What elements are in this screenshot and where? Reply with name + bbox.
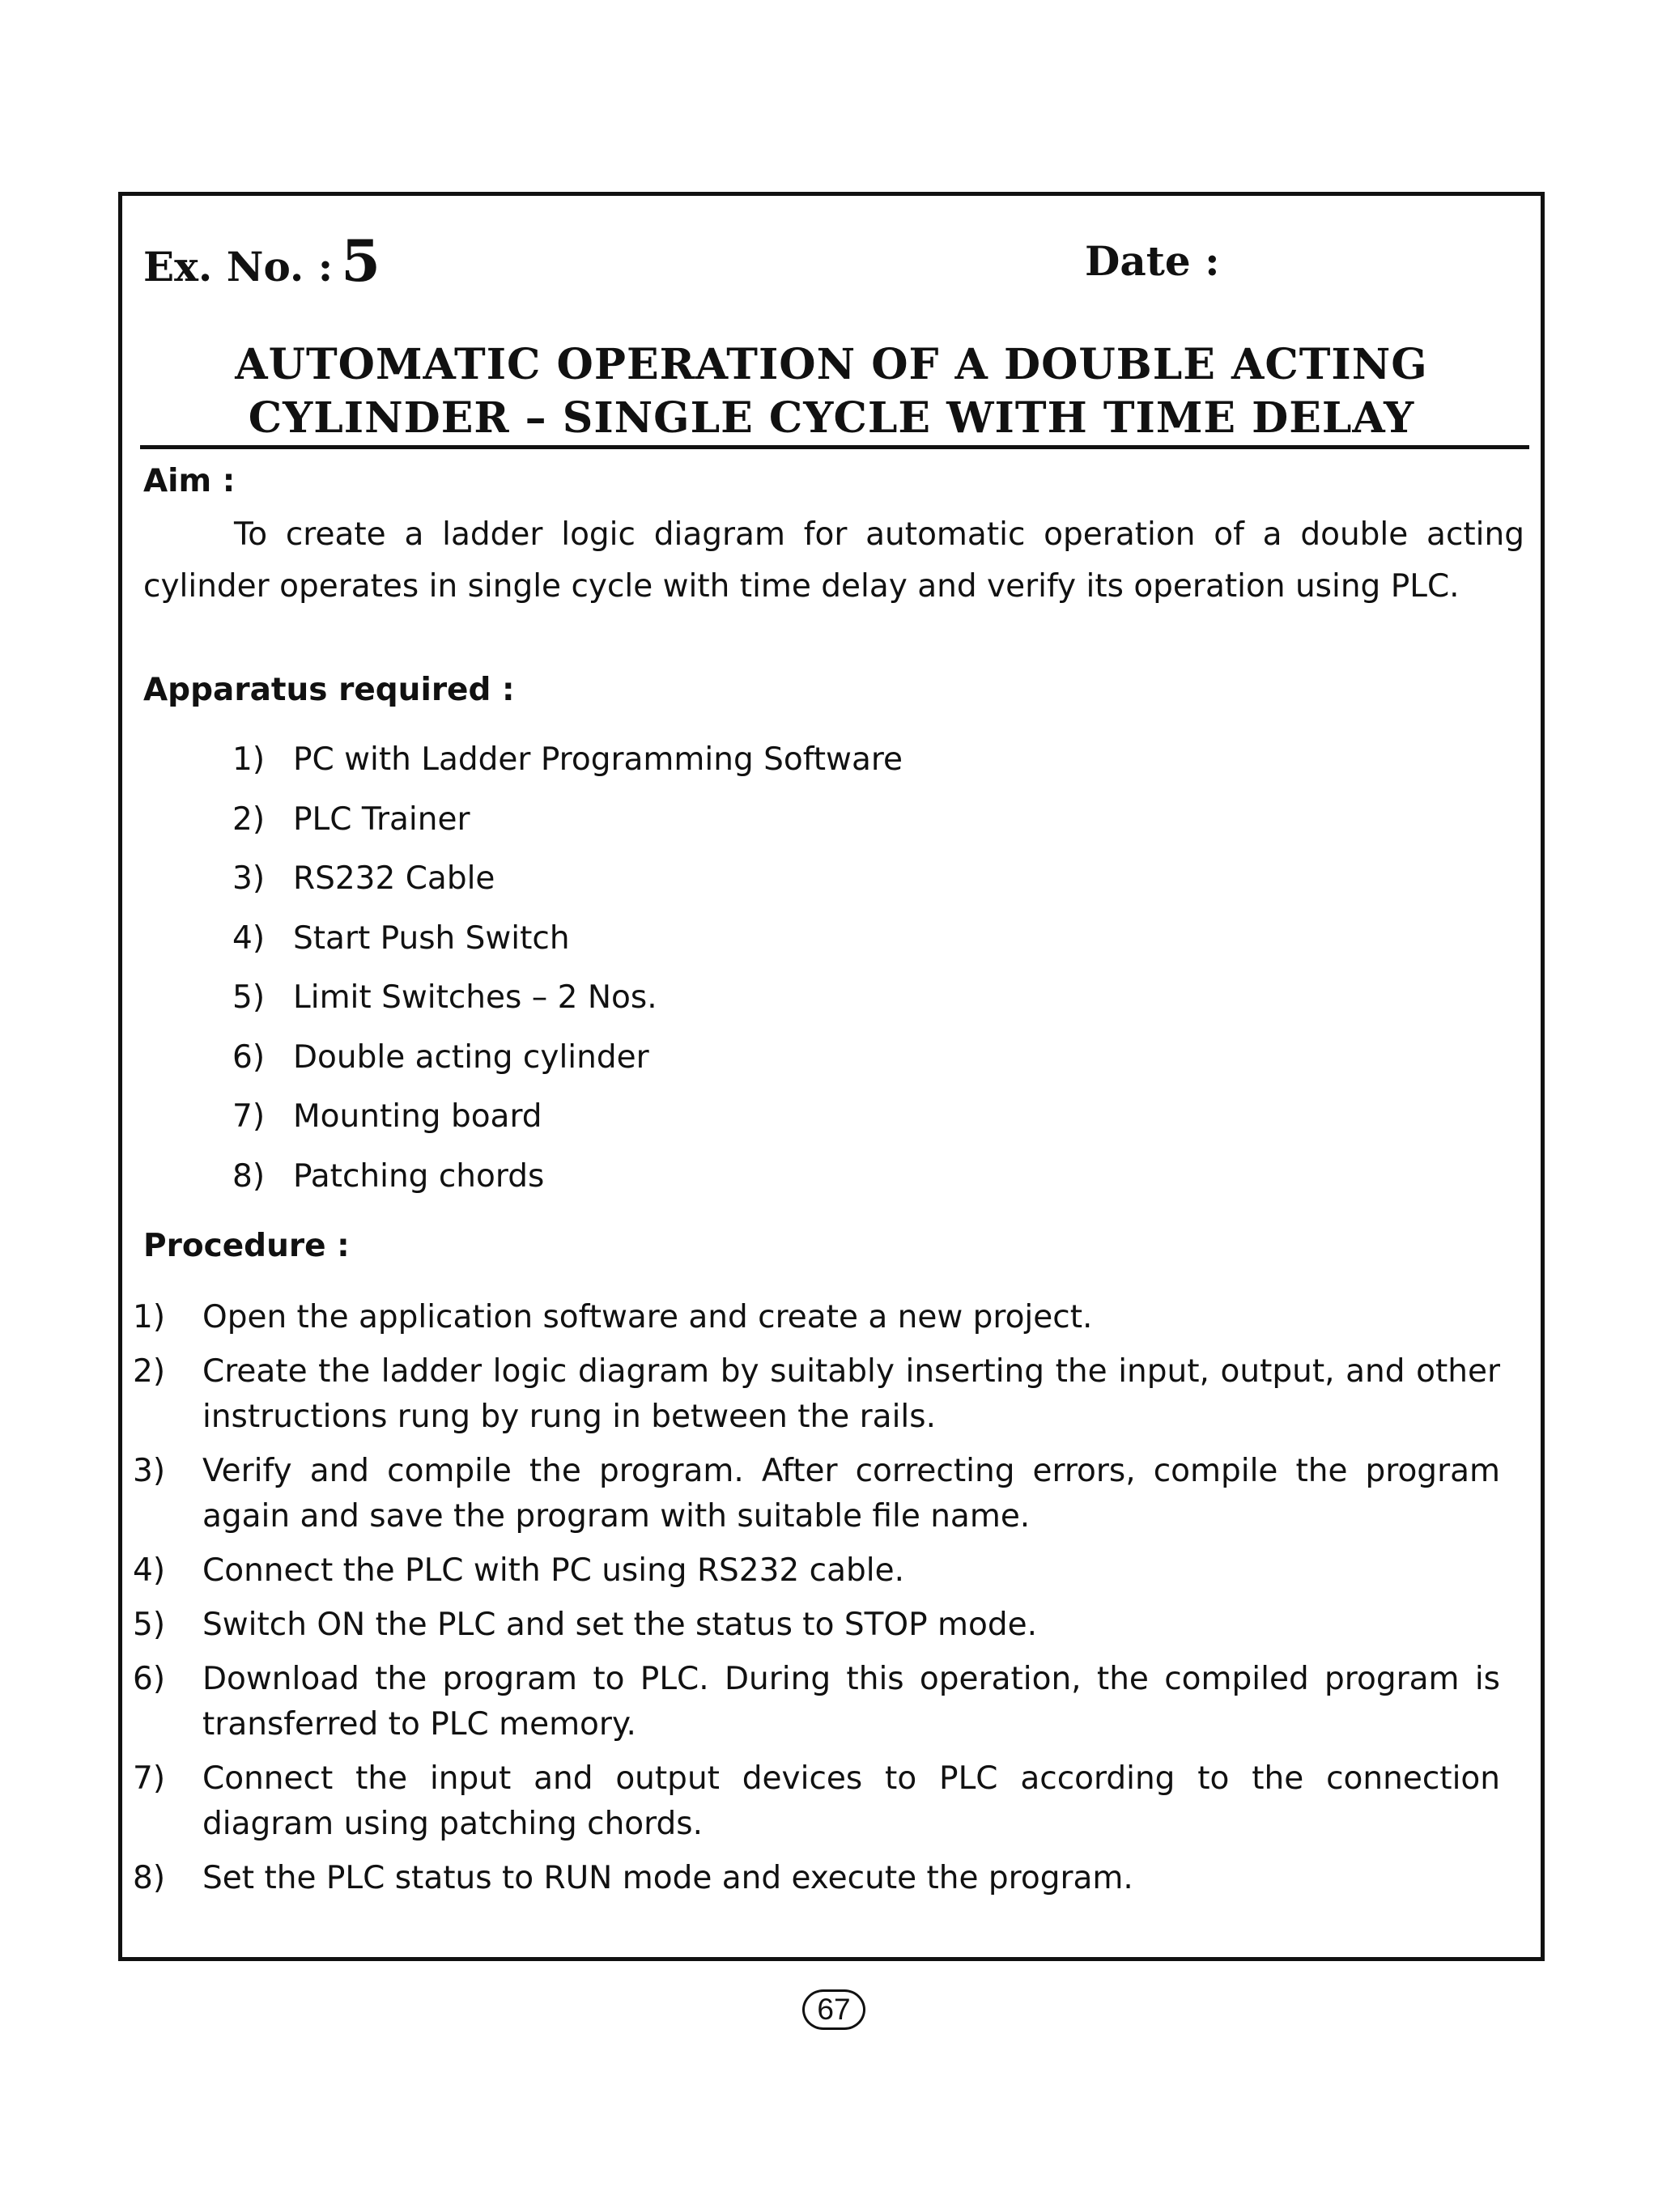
procedure-list: [133, 1295, 1500, 1910]
step-text: Set the PLC status to RUN mode and execute the program.: [202, 1860, 1133, 1896]
step-number: 7): [133, 1760, 166, 1797]
step-number: 4): [133, 1552, 166, 1589]
list-item-text: Double acting cylinder: [293, 1038, 649, 1076]
procedure-step: [133, 1449, 1500, 1539]
title-divider: [140, 445, 1529, 449]
step-text: Open the application software and create a new project.: [202, 1299, 1093, 1335]
step-text: Download the program to PLC. During this operation, the compiled program is transferred to PLC memory.: [202, 1661, 1500, 1743]
procedure-step: [133, 1657, 1500, 1747]
step-text: Connect the PLC with PC using RS232 cable.: [202, 1552, 904, 1589]
experiment-number: [143, 225, 380, 304]
list-item-number: 8): [232, 1157, 266, 1195]
step-text: Switch ON the PLC and set the status to STOP mode.: [202, 1607, 1038, 1643]
list-item-number: 5): [232, 979, 266, 1016]
list-item-text: PC with Ladder Programming Software: [293, 741, 903, 778]
list-item-text: Start Push Switch: [293, 919, 570, 957]
title-line-2: CYLINDER – SINGLE CYCLE WITH TIME DELAY: [248, 393, 1415, 443]
procedure-heading: Procedure :: [143, 1228, 350, 1264]
procedure-step: [133, 1856, 1500, 1901]
list-item: [232, 1087, 903, 1147]
apparatus-list: [232, 730, 903, 1206]
list-item-text: RS232 Cable: [293, 860, 495, 897]
page-title: [134, 338, 1529, 445]
step-text: Connect the input and output devices to PLC according to the connection diagram using patching chords.: [202, 1760, 1500, 1842]
step-text: Create the ladder logic diagram by suitably inserting the input, output, and other instructions rung by rung in between the rails.: [202, 1353, 1500, 1435]
list-item-text: Mounting board: [293, 1098, 542, 1135]
list-item: [232, 909, 903, 969]
procedure-step: [133, 1603, 1500, 1648]
aim-text: To create a ladder logic diagram for automatic operation of a double acting cylinder operates in single cycle with time delay and verify its operation using PLC.: [143, 516, 1524, 605]
list-item: [232, 849, 903, 909]
step-text: Verify and compile the program. After correcting errors, compile the program again and save the program with suitable file name.: [202, 1453, 1500, 1535]
step-number: 3): [133, 1453, 166, 1489]
list-item-number: 6): [232, 1038, 266, 1076]
list-item-text: Patching chords: [293, 1157, 545, 1195]
procedure-step: [133, 1295, 1500, 1340]
title-line-1: AUTOMATIC OPERATION OF A DOUBLE ACTING: [235, 340, 1428, 389]
aim-heading: Aim :: [143, 463, 236, 499]
step-number: 5): [133, 1607, 166, 1643]
list-item: [232, 1028, 903, 1088]
list-item-number: 1): [232, 741, 266, 778]
list-item-text: Limit Switches – 2 Nos.: [293, 979, 657, 1016]
list-item-text: PLC Trainer: [293, 800, 470, 838]
list-item: [232, 730, 903, 790]
list-item: [232, 968, 903, 1028]
step-number: 8): [133, 1860, 166, 1896]
header-row: [143, 225, 1520, 298]
list-item-number: 3): [232, 860, 266, 897]
list-item: [232, 790, 903, 850]
procedure-step: [133, 1548, 1500, 1594]
experiment-number-label: Ex. No. :: [143, 243, 334, 291]
experiment-frame: [118, 192, 1545, 1961]
experiment-number-value: 5: [341, 227, 380, 295]
list-item-number: 2): [232, 800, 266, 838]
procedure-step: [133, 1349, 1500, 1440]
page-number: 67: [802, 1989, 865, 2030]
step-number: 6): [133, 1661, 166, 1697]
date-label: Date :: [1085, 237, 1220, 285]
step-number: 1): [133, 1299, 166, 1335]
list-item-number: 4): [232, 919, 266, 957]
list-item-number: 7): [232, 1098, 266, 1135]
apparatus-heading: Apparatus required :: [143, 672, 515, 708]
list-item: [232, 1147, 903, 1207]
step-number: 2): [133, 1353, 166, 1390]
procedure-step: [133, 1756, 1500, 1847]
